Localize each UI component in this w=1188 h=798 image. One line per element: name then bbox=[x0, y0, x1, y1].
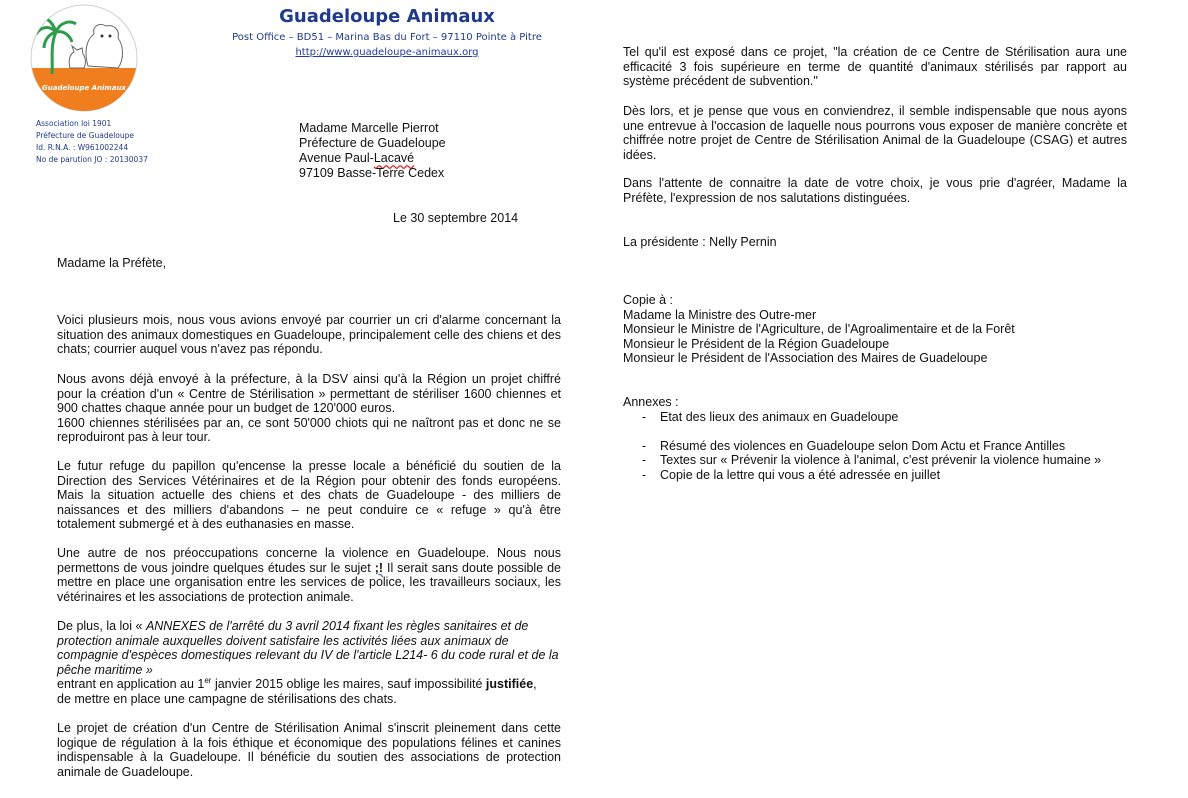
organization-website-link[interactable]: http://www.guadeloupe-animaux.org bbox=[295, 47, 479, 58]
body-paragraph-2: Nous avons déjà envoyé à la préfecture, à la DSV ainsi qu'à la Région un projet chiffré pour la création d'un « Centre de Stérilisation » permettant de stériliser 1600 chiennes et 900 chattes chaque année pour un budget de 120'000 euros. 1600 chiennes stérilisées par an, ce sont 50'000 chiots qui ne naîtront pas et donc ne se reproduiront pas à leur tour. bbox=[57, 372, 561, 444]
organization-name: Guadeloupe Animaux bbox=[279, 6, 495, 27]
copy-list bbox=[623, 293, 1015, 366]
recipient-city: 97109 Basse-Terre Cedex bbox=[299, 166, 445, 180]
right-paragraph-3: Dans l'attente de connaitre la date de votre choix, je vous prie d'agréer, Madame la Préfète, l'expression de nos salutations distinguées. bbox=[623, 176, 1127, 205]
recipient-office: Préfecture de Guadeloupe bbox=[299, 136, 446, 150]
association-line: No de parution JO : 20130037 bbox=[36, 155, 148, 164]
organization-address: Post Office – BD51 – Marina Bas du Fort – 97110 Pointe à Pitre bbox=[232, 32, 542, 43]
body-paragraph-5: De plus, la loi « ANNEXES de l'arrêté du 3 avril 2014 fixant les règles sanitaires et de protection animale auxquelles doivent satisfaire les activités liées aux animaux de compagnie d'espèces domestiques relevant du IV de l'article L214- 6 du code rural et de la pêche maritime » entrant en application au 1er janvier 2015 oblige les maires, sauf impossibilité justifiée, de mettre en place une campagne de stérilisations des chats. bbox=[57, 619, 559, 706]
body-paragraph-6: Le projet de création d'un Centre de Stérilisation Animal s'inscrit pleinement dans cette logique de régulation à la fois éthique et économique des populations félines et canines indispensable à la Guadeloupe. Il bénéficie du soutien des associations de protection animale de Guadeloupe. bbox=[57, 721, 561, 779]
recipient-name: Madame Marcelle Pierrot bbox=[299, 121, 439, 135]
body-paragraph-3: Le futur refuge du papillon qu'encense la presse locale a bénéficié du soutien de la Direction des Services Vétérinaires et de la Région pour obtenir des fonds européens. Mais la situation actuelle des chiens et des chats de Guadeloupe - des milliers de naissances et des milliers d'abandons – ne peut conduire ce « refuge » qu'à être totalement submergé et à des euthanasies en masse. bbox=[57, 459, 561, 531]
right-paragraph-2: Dès lors, et je pense que vous en conviendrez, il semble indispensable que nous ayons une entrevue à l'occasion de laquelle nous pourrons vous exposer de manière concrète et chiffrée notre projet de Centre de Stérilisation Animal de la Guadeloupe (CSAG) et autres idées. bbox=[623, 104, 1127, 162]
annex-item: - Textes sur « Prévenir la violence à l'animal, c'est prévenir la violence humaine » bbox=[623, 453, 1101, 468]
annex-item: - Résumé des violences en Guadeloupe selon Dom Actu et France Antilles bbox=[623, 439, 1101, 454]
annex-label: Annexes : bbox=[623, 395, 679, 409]
copy-label: Copie à : bbox=[623, 293, 674, 307]
copy-item: Madame la Ministre des Outre-mer bbox=[623, 307, 817, 322]
spellcheck-word: Lacavé bbox=[373, 151, 415, 165]
body-paragraph-4: Une autre de nos préoccupations concerne la violence en Guadeloupe. Nous nous permettons de vous joindre quelques études sur le sujet ;! Il serait sans doute possible de mettre en place une organisation entre les services de police, les travailleurs sociaux, les vétérinaires et les associations de protection animale. bbox=[57, 546, 562, 604]
right-paragraph-1: Tel qu'il est exposé dans ce projet, "la création de ce Centre de Stérilisation aura une efficacité 3 fois supérieure en terme de quantité d'animaux stérilisés par rapport au système précédent de subvention." bbox=[623, 45, 1127, 88]
association-logo bbox=[30, 4, 138, 112]
recipient-street: Avenue Paul-Lacavé bbox=[299, 151, 415, 165]
signature: La présidente : Nelly Pernin bbox=[623, 235, 777, 249]
copy-item: Monsieur le Président de l'Association des Maires de Guadeloupe bbox=[623, 351, 988, 365]
association-line: Id. R.N.A. : W961002244 bbox=[36, 143, 129, 152]
letter-date: Le 30 septembre 2014 bbox=[393, 211, 519, 225]
salutation: Madame la Préfète, bbox=[57, 256, 167, 270]
association-line: Préfecture de Guadeloupe bbox=[36, 131, 135, 140]
annex-item: - Copie de la lettre qui vous a été adressée en juillet bbox=[623, 468, 1101, 483]
recipient-address bbox=[299, 121, 446, 181]
association-info bbox=[36, 118, 148, 166]
association-line: Association loi 1901 bbox=[36, 119, 112, 128]
copy-item: Monsieur le Ministre de l'Agriculture, de l'Agroalimentaire et de la Forêt bbox=[623, 322, 1015, 336]
annex-list bbox=[623, 395, 1101, 482]
copy-item: Monsieur le Président de la Région Guadeloupe bbox=[623, 336, 890, 351]
annex-item: - Etat des lieux des animaux en Guadeloupe bbox=[623, 410, 1101, 425]
body-paragraph-1: Voici plusieurs mois, nous vous avions envoyé par courrier un cri d'alarme concernant la situation des animaux domestiques en Guadeloupe, principalement celle des chiens et des chats; courrier auquel vous n'avez pas répondu. bbox=[57, 313, 561, 356]
logo-caption: Guadeloupe Animaux bbox=[42, 84, 126, 92]
